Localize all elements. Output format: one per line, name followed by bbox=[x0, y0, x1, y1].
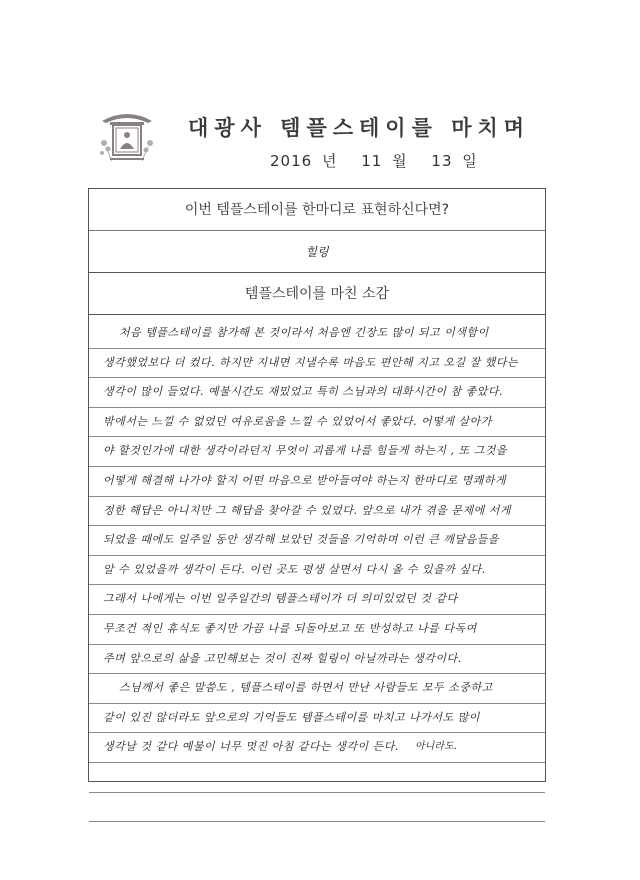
ruled-line bbox=[89, 732, 545, 733]
ruled-line bbox=[89, 703, 545, 704]
ruled-line bbox=[89, 584, 545, 585]
handwritten-line: 처음 템플스테이를 참가해 본 것이라서 처음엔 긴장도 많이 되고 이색함이 bbox=[119, 326, 489, 339]
ruled-line bbox=[89, 673, 545, 674]
ruled-line bbox=[89, 555, 545, 556]
ruled-line bbox=[89, 525, 545, 526]
handwritten-line: 생각이 많이 들었다. 예불시간도 재밌었고 특히 스님과의 대화시간이 참 좋았다. bbox=[103, 385, 503, 399]
date bbox=[270, 150, 482, 171]
ruled-line bbox=[89, 436, 545, 437]
handwritten-insertion: 아니라도. bbox=[415, 741, 457, 752]
handwritten-line: 야 할것인가에 대한 생각이라던지 무엇이 괴롭게 나를 힘들게 하는지 , 또 그것을 bbox=[103, 444, 507, 458]
date-day-unit: 일 bbox=[462, 152, 478, 170]
date-year: 2016 bbox=[270, 152, 313, 170]
ruled-line bbox=[89, 466, 545, 467]
question-one-label: 이번 템플스테이를 한마디로 표현하신다면? bbox=[184, 202, 450, 218]
ruled-line bbox=[89, 377, 545, 378]
question-one-answer: 힐링 bbox=[305, 245, 329, 259]
handwritten-line: 생각날 것 같다 예불이 너무 멋진 아침 같다는 생각이 든다. bbox=[103, 740, 399, 754]
temple-logo-icon bbox=[96, 103, 158, 167]
handwritten-line: 되었을 때에도 일주일 동안 생각해 보았던 것들을 기억하며 이런 큰 깨달음들을 bbox=[103, 533, 499, 547]
reflection-form bbox=[88, 188, 546, 782]
question-two-label: 템플스테이를 마친 소감 bbox=[244, 286, 390, 302]
ruled-line bbox=[89, 762, 545, 763]
divider bbox=[89, 314, 545, 315]
ruled-line bbox=[89, 644, 545, 645]
ruled-line bbox=[89, 821, 545, 822]
handwritten-line: 알 수 있었을까 생각이 든다. 이런 곳도 평생 살면서 다시 올 수 있을까 싶다. bbox=[103, 562, 486, 576]
page-title: 대광사 템플스테이를 마치며 bbox=[188, 116, 531, 140]
ruled-line bbox=[89, 496, 545, 497]
divider bbox=[89, 272, 545, 273]
date-year-unit: 년 bbox=[321, 152, 338, 170]
divider bbox=[89, 230, 545, 231]
handwritten-line: 그래서 나에게는 이번 일주일간의 템플스테이가 더 의미있었던 것 같다 bbox=[103, 592, 458, 606]
date-day: 13 bbox=[431, 152, 453, 170]
handwritten-line: 같이 있진 않더라도 앞으로의 기억들도 템플스테이를 마치고 나가서도 많이 bbox=[103, 710, 480, 724]
ruled-line bbox=[89, 792, 545, 793]
ruled-line bbox=[89, 348, 545, 349]
handwritten-line: 정한 해답은 아니지만 그 해답을 찾아갈 수 있었다. 앞으로 내가 겪을 문제에 서게 bbox=[103, 503, 511, 517]
handwritten-line: 주며 앞으로의 삶을 고민해보는 것이 진짜 힐링이 아닐까라는 생각이다. bbox=[103, 651, 462, 665]
ruled-line bbox=[89, 407, 545, 408]
handwritten-line: 스님께서 좋은 말씀도 , 템플스테이를 하면서 만난 사람들도 모두 소중하고 bbox=[119, 681, 493, 695]
ruled-line bbox=[89, 614, 545, 615]
date-month: 11 bbox=[361, 152, 383, 170]
handwritten-line: 어떻게 해결해 나가야 할지 어떤 마음으로 받아들여야 하는지 한마디로 명쾌하게 bbox=[103, 474, 507, 487]
handwritten-line: 밖에서는 느낄 수 없었던 여유로움을 느낄 수 있었어서 좋았다. 어떻게 살아가 bbox=[103, 414, 492, 428]
date-month-unit: 월 bbox=[392, 152, 408, 170]
handwritten-line: 무조건 적인 휴식도 좋지만 가끔 나를 되돌아보고 또 반성하고 나를 다독여 bbox=[103, 622, 477, 635]
handwritten-line: 생각했었보다 더 컸다. 하지만 지내면 지낼수록 마음도 편안해 지고 오길 잘 했다는 bbox=[103, 355, 519, 369]
